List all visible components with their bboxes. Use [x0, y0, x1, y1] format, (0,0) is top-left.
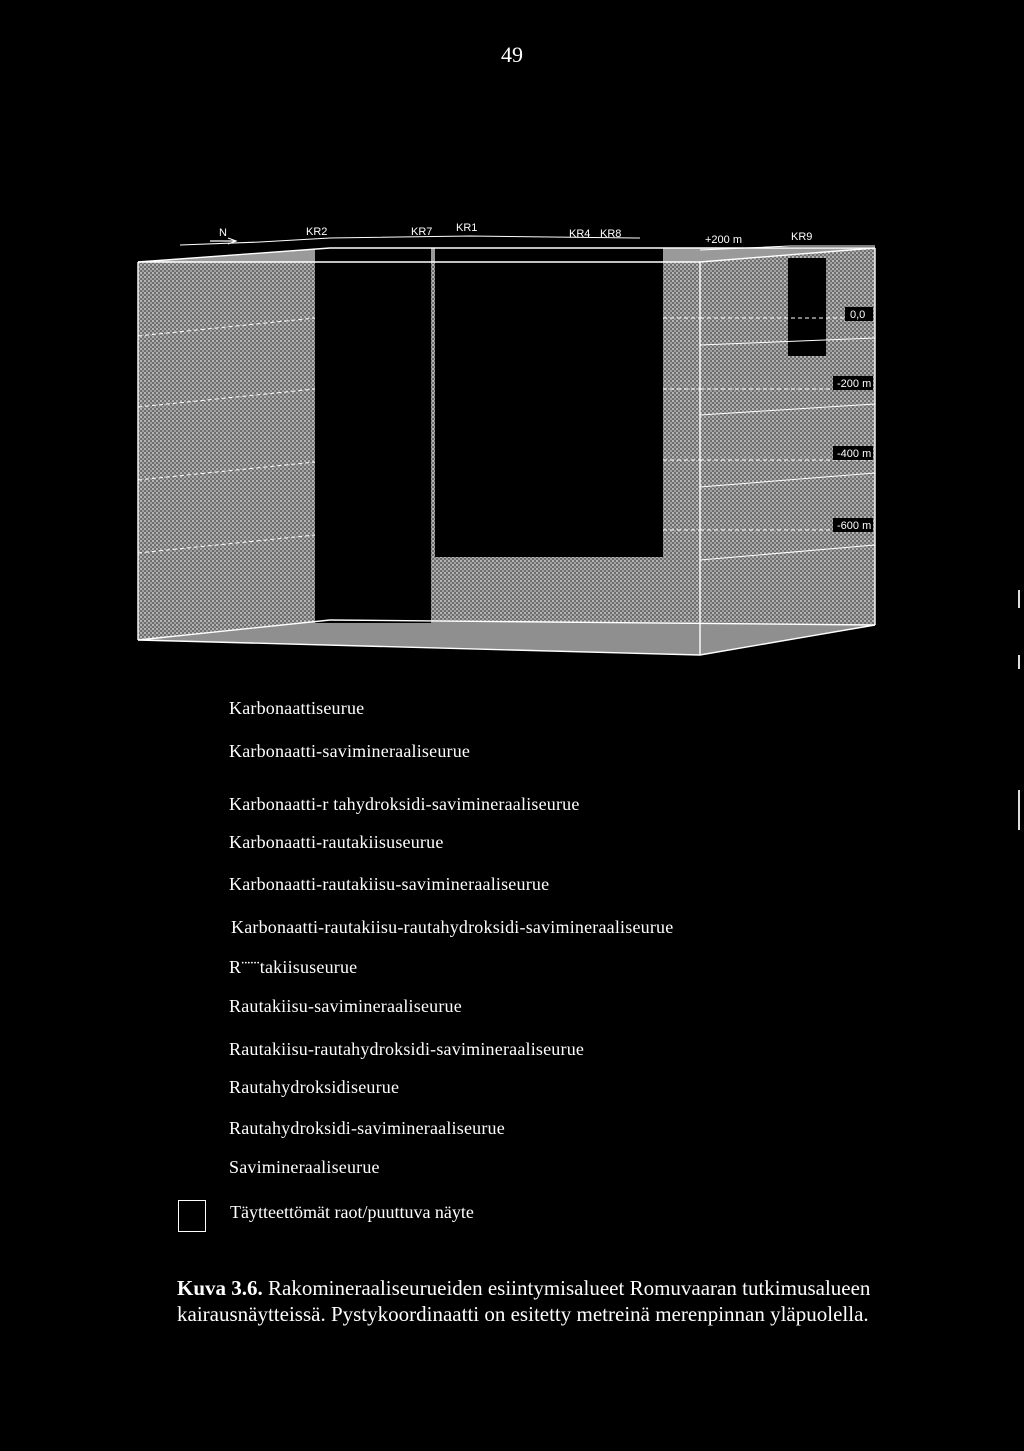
depth-label-0: 0,0: [850, 309, 866, 321]
cutout-kr1-kr8: [435, 245, 663, 557]
depth-label-600: -600 m: [837, 520, 872, 532]
label-kr4: KR4: [569, 228, 591, 240]
label-n: N: [219, 227, 227, 239]
label-kr9: KR9: [791, 231, 813, 243]
legend-empty-box-label: Täytteettömät raot/puuttuva näyte: [230, 1202, 474, 1222]
legend-item-12: Savimineraaliseurue: [229, 1157, 380, 1177]
legend-item-9: Rautakiisu-rautahydroksidi-savimineraaliseurue: [229, 1039, 585, 1059]
cutout-kr2-kr7: [315, 245, 431, 623]
legend-item-4: Karbonaatti-rautakiisuseurue: [229, 832, 444, 852]
label-plus-200m: +200 m: [705, 234, 742, 246]
legend-item-2: Karbonaatti-savimineraaliseurue: [229, 741, 471, 761]
scan-edge-mark: [1018, 655, 1020, 669]
legend-item-1: Karbonaattiseurue: [229, 698, 365, 718]
legend-item-10: Rautahydroksidiseurue: [229, 1077, 400, 1097]
caption-text: Rakomineraaliseurueiden esiintymisalueet Romuvaaran tutkimusalueen kairausnäytteissä. Pystykoordinaatti on esitetty metreinä merenpinnan yläpuolella.: [177, 1276, 871, 1326]
caption-label: Kuva 3.6.: [177, 1276, 263, 1300]
label-kr8: KR8: [600, 228, 622, 240]
depth-label-200: -200 m: [837, 378, 872, 390]
block-diagram: [0, 0, 1024, 680]
page-number: 49: [501, 42, 523, 67]
legend-item-3: Karbonaatti-r tahydroksidi-savimineraaliseurue: [229, 794, 580, 814]
legend-item-11: Rautahydroksidi-savimineraaliseurue: [229, 1118, 505, 1138]
legend-item-7: R¨¨¨takiisuseurue: [229, 957, 358, 977]
label-kr2: KR2: [306, 226, 328, 238]
legend-item-8: Rautakiisu-savimineraaliseurue: [229, 996, 462, 1016]
label-kr7: KR7: [411, 226, 433, 238]
scan-edge-mark: [1018, 590, 1020, 608]
depth-label-400: -400 m: [837, 448, 872, 460]
figure-caption: [177, 1275, 1017, 1327]
scan-edge-mark: [1018, 790, 1020, 830]
legend-item-5: Karbonaatti-rautakiisu-savimineraaliseurue: [229, 874, 550, 894]
legend-item-6: Karbonaatti-rautakiisu-rautahydroksidi-savimineraaliseurue: [231, 917, 674, 937]
label-kr1: KR1: [456, 222, 478, 234]
legend-empty-box: [178, 1200, 206, 1232]
